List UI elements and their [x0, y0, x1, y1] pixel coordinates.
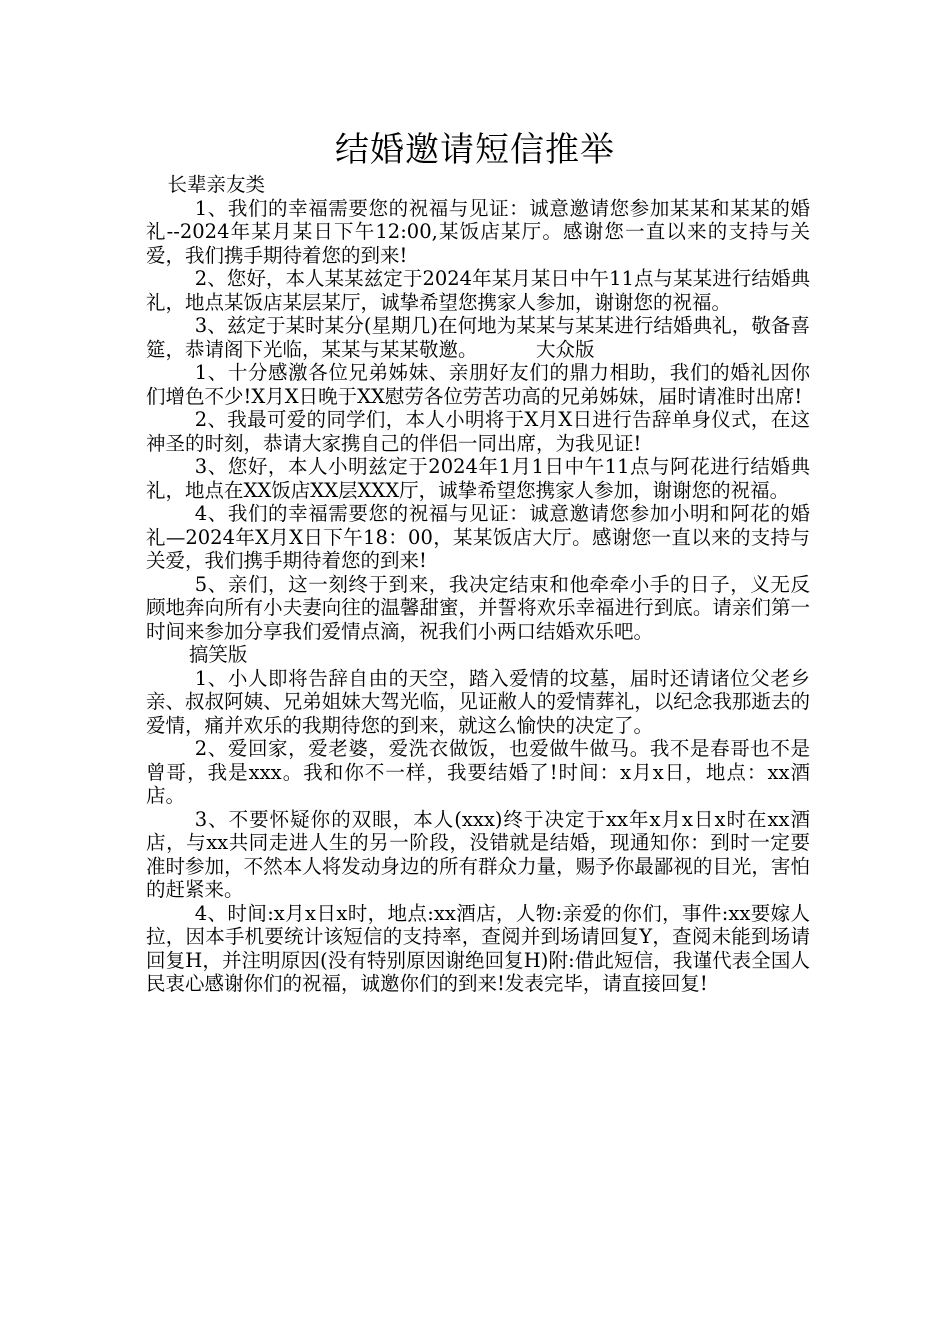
- paragraph: 1、小人即将告辞自由的天空，踏入爱情的坟墓，届时还请诸位父老乡亲、叔叔阿姨、兄弟姐妹大驾光临，见证敝人的爱情葬礼，以纪念我那逝去的爱情，痛并欢乐的我期待您的到来，就这么愉快的决定了。: [146, 666, 810, 737]
- document-title: 结婚邀请短信推举: [335, 130, 615, 170]
- paragraph: 2、我最可爱的同学们，本人小明将于X月X日进行告辞单身仪式，在这神圣的时刻，恭请大家携自己的伴侣一同出席，为我见证!: [146, 408, 810, 455]
- paragraph: 3、不要怀疑你的双眼，本人(xxx)终于决定于xx年x月x日x时在xx酒店，与xx共同走进人生的另一阶段，没错就是结婚，现通知你：到时一定要准时参加，不然本人将发动身边的所有群众力量，赐予你最鄙视的目光，害怕的赶紧来。: [146, 807, 810, 901]
- paragraph: 1、我们的幸福需要您的祝福与见证：诚意邀请您参加某某和某某的婚礼--2024年某月某日下午12:00,某饭店某厅。感谢您一直以来的支持与关爱，我们携手期待着您的到来!: [146, 196, 810, 267]
- document-body: [146, 173, 810, 996]
- paragraph: [146, 314, 810, 361]
- paragraph: 4、我们的幸福需要您的祝福与见证：诚意邀请您参加小明和阿花的婚礼—2024年X月X日下午18：00，某某饭店大厅。感谢您一直以来的支持与关爱，我们携手期待着您的到来!: [146, 502, 810, 572]
- paragraph: 5、亲们，这一刻终于到来，我决定结束和他牵牵小手的日子，义无反顾地奔向所有小夫妻向往的温馨甜蜜，并誓将欢乐幸福进行到底。请亲们第一时间来参加分享我们爱情点滴，祝我们小两口结婚欢乐吧。: [146, 572, 810, 643]
- paragraph: 2、爱回家，爱老婆，爱洗衣做饭，也爱做牛做马。我不是春哥也不是曾哥，我是xxx。我和你不一样，我要结婚了!时间：x月x日，地点：xx酒店。: [146, 737, 810, 807]
- paragraph-text: 3、兹定于某时某分(星期几)在何地为某某与某某进行结婚典礼，敬备喜筵，恭请阁下光临，某某与某某敬邀。: [146, 314, 810, 361]
- paragraph: 4、时间:x月x日x时，地点:xx酒店，人物:亲爱的你们，事件:xx要嫁人拉，因本手机要统计该短信的支持率，查阅并到场请回复Y，查阅未能到场请回复H，并注明原因(没有特别原因谢绝回复H)附:借此短信，我谨代表全国人民衷心感谢你们的祝福，诚邀你们的到来!发表完毕，请直接回复!: [146, 901, 810, 995]
- section-heading-public: 大众版: [536, 337, 595, 361]
- section-heading-funny: 搞笑版: [188, 643, 248, 666]
- paragraph: 3、您好，本人小明兹定于2024年1月1日中午11点与阿花进行结婚典礼，地点在XX饭店XX层XXX厅，诚挚希望您携家人参加，谢谢您的祝福。: [146, 455, 810, 502]
- section-heading-elders: 长辈亲友类: [167, 173, 265, 196]
- paragraph: 1、十分感激各位兄弟姊妹、亲朋好友们的鼎力相助，我们的婚礼因你们增色不少!X月X日晚于XX慰劳各位劳苦功高的兄弟姊妹，届时请准时出席!: [146, 361, 810, 408]
- paragraph: 2、您好，本人某某兹定于2024年某月某日中午11点与某某进行结婚典礼，地点某饭店某层某厅，诚挚希望您携家人参加，谢谢您的祝福。: [146, 267, 810, 314]
